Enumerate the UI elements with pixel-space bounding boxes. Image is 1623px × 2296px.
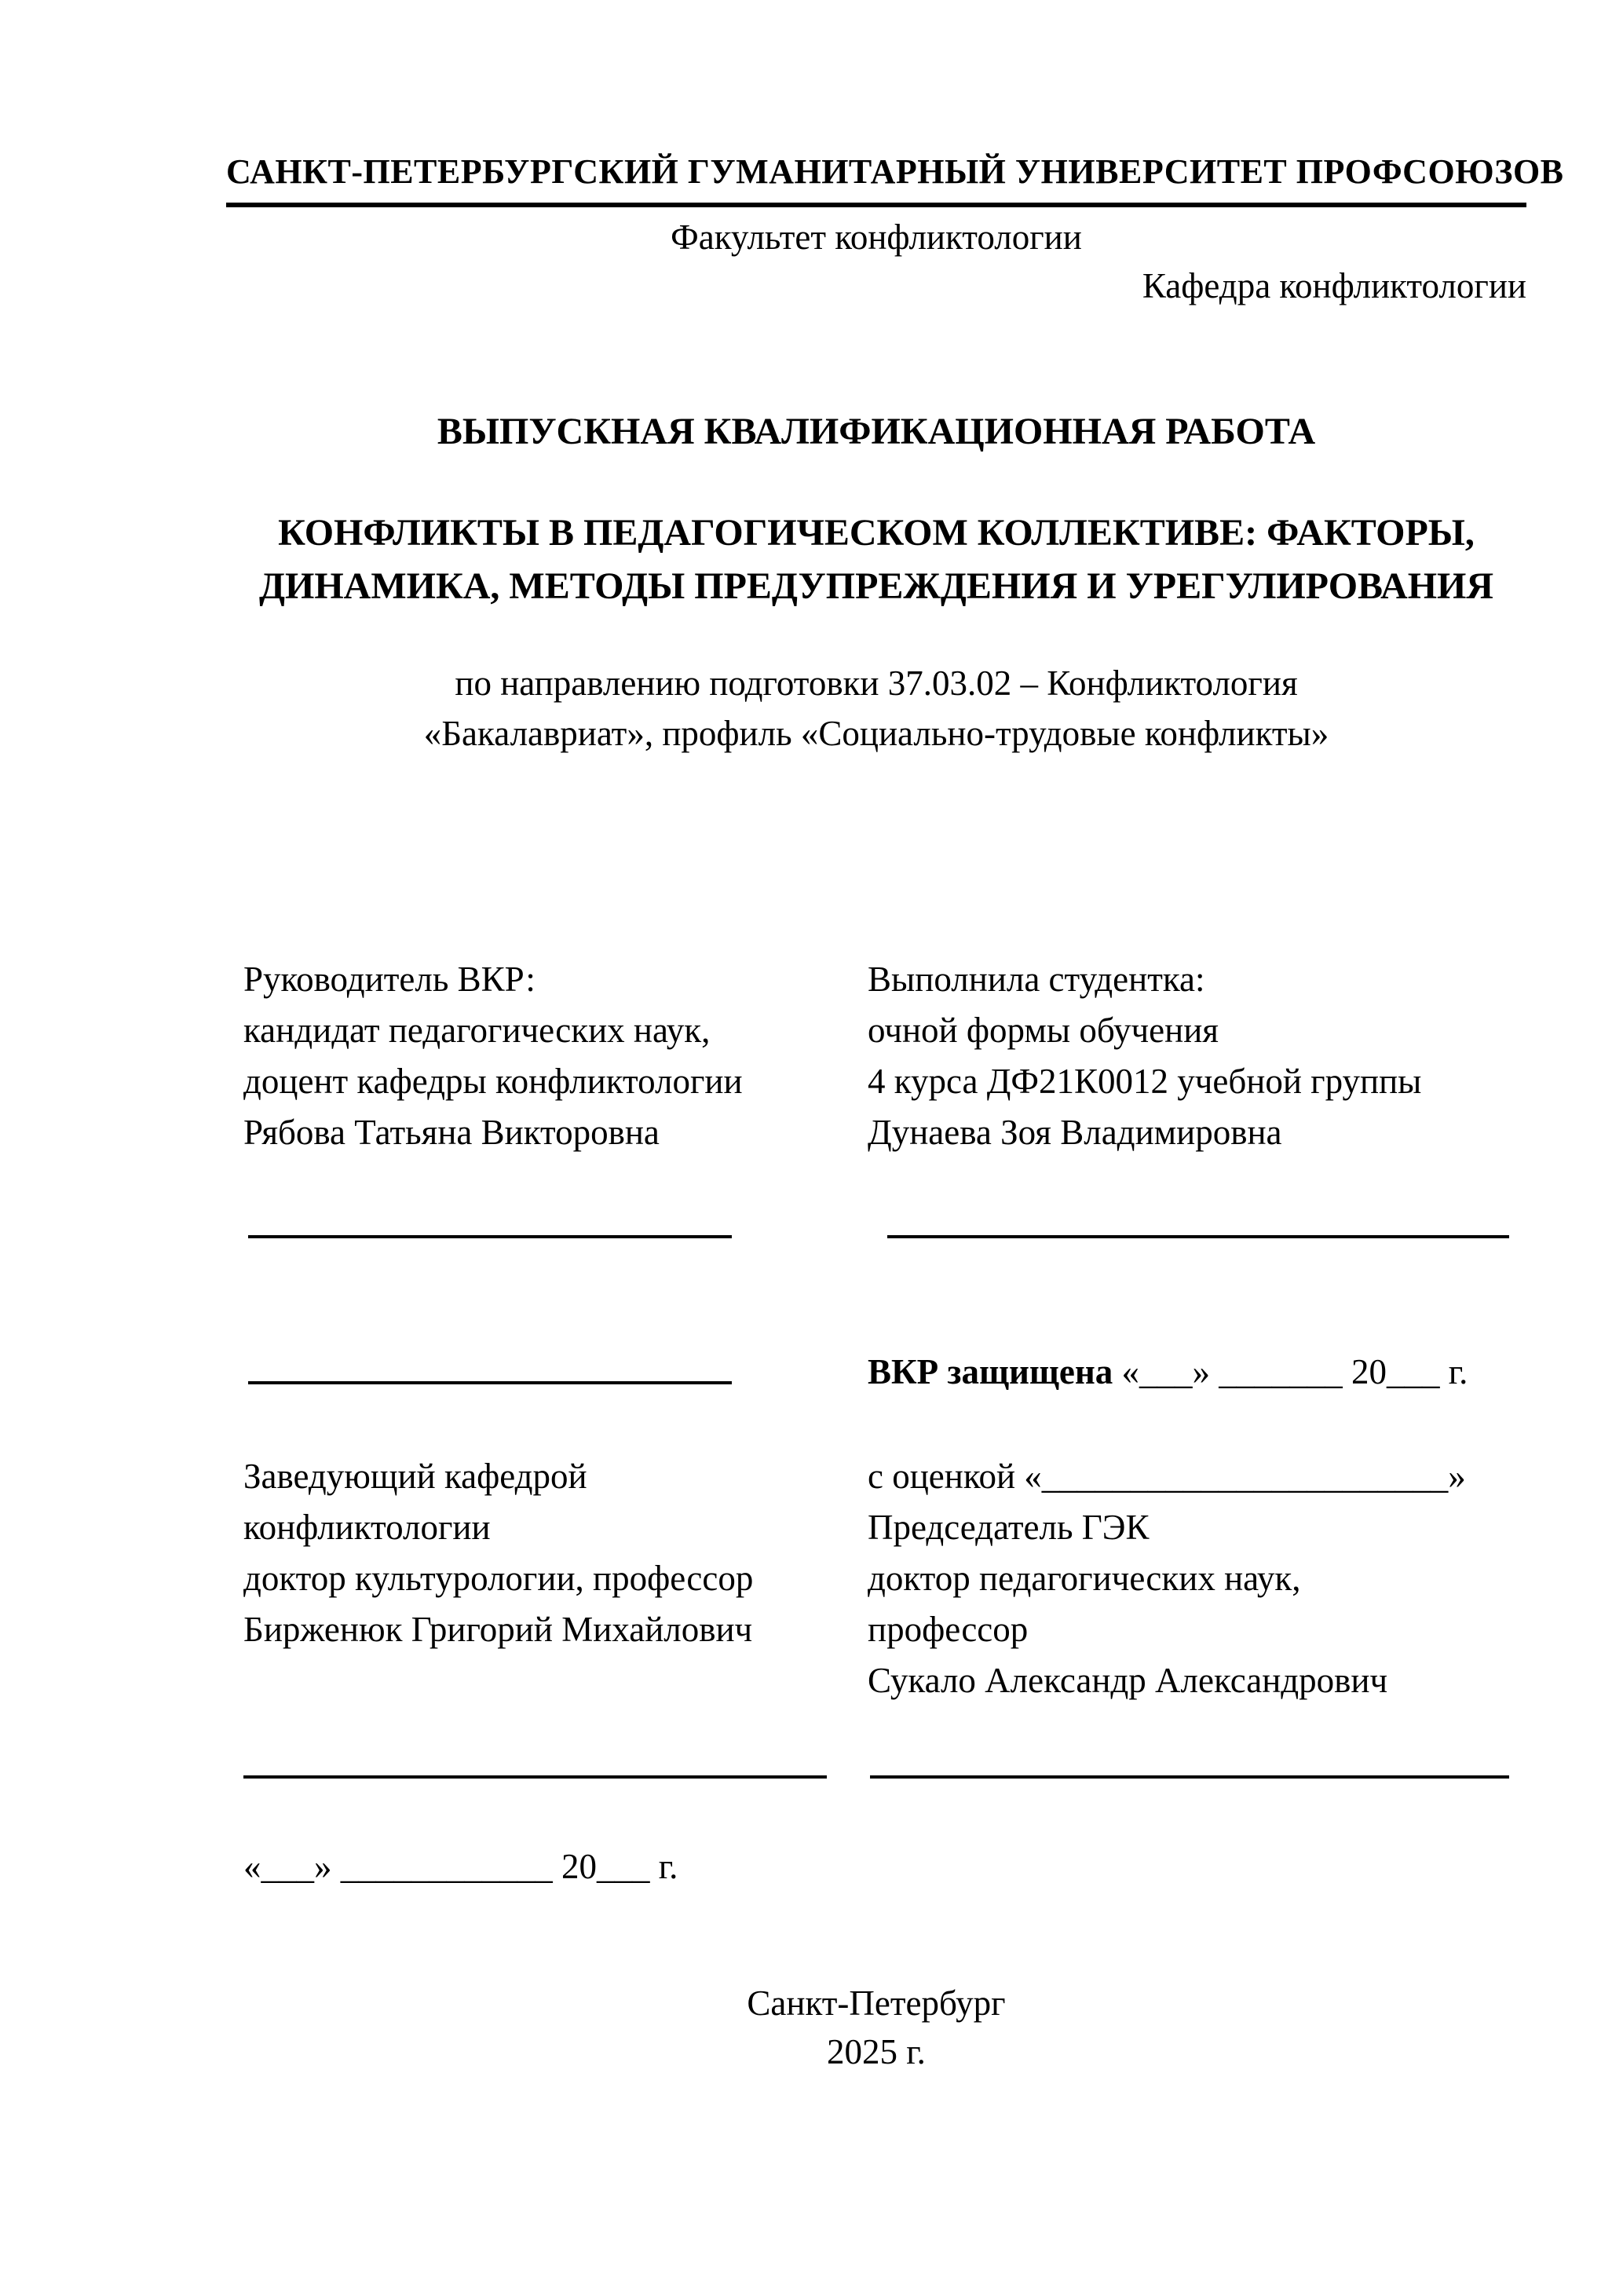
- signature-line-supervisor: [248, 1235, 732, 1238]
- chair-role-line-1: Заведующий кафедрой: [243, 1457, 587, 1496]
- program-info: [232, 658, 1520, 759]
- chair-block: [243, 1451, 868, 1706]
- supervisor-role-line: Руководитель ВКР:: [243, 960, 536, 999]
- signature-line-student: [887, 1235, 1509, 1238]
- work-type-heading: ВЫПУСКНАЯ КВАЛИФИКАЦИОННАЯ РАБОТА: [437, 411, 1316, 452]
- thesis-title-line-2: ДИНАМИКА, МЕТОДЫ ПРЕДУПРЕЖДЕНИЯ И УРЕГУЛИРОВАНИЯ: [258, 565, 1494, 607]
- thesis-title: [232, 506, 1520, 613]
- faculty-line: Факультет конфликтологии: [671, 218, 1082, 257]
- grade-blank-line: с оценкой «_______________________»: [868, 1457, 1466, 1496]
- year-line: 2025 г.: [827, 2032, 926, 2071]
- defense-date-line: [868, 1347, 1468, 1398]
- department-line: Кафедра конфликтологии: [1142, 266, 1526, 305]
- student-study-form-line: очной формы обучения: [868, 1011, 1219, 1050]
- signature-line-committee-chair: [870, 1775, 1509, 1779]
- university-name: САНКТ-ПЕТЕРБУРГСКИЙ ГУМАНИТАРНЫЙ УНИВЕРСИТЕТ ПРОФСОЮЗОВ: [226, 149, 1526, 207]
- chair-committee-block: [243, 1451, 1531, 1706]
- defense-date-blank: «___» _______ 20___ г.: [1113, 1352, 1468, 1391]
- city-line: Санкт-Петербург: [747, 1983, 1006, 2023]
- committee-chair-name-line: Сукало Александр Александрович: [868, 1661, 1388, 1700]
- chair-name-line: Бирженюк Григорий Михайлович: [243, 1610, 753, 1649]
- committee-chair-degree-line: доктор педагогических наук,: [868, 1559, 1301, 1598]
- committee-chair-title-line: профессор: [868, 1610, 1029, 1649]
- program-direction-line: по направлению подготовки 37.03.02 – Конфликтология: [455, 664, 1298, 703]
- student-role-line: Выполнила студентка:: [868, 960, 1205, 999]
- supervisor-name-line: Рябова Татьяна Викторовна: [243, 1113, 660, 1152]
- thesis-title-line-1: КОНФЛИКТЫ В ПЕДАГОГИЧЕСКОМ КОЛЛЕКТИВЕ: ФАКТОРЫ,: [278, 512, 1475, 554]
- supervisor-student-block: [243, 954, 1531, 1158]
- signature-line-chair: [243, 1775, 827, 1779]
- student-block: [868, 954, 1531, 1158]
- program-profile-line: «Бакалавриат», профиль «Социально-трудовые конфликты»: [423, 714, 1329, 753]
- student-group-line: 4 курса ДФ21К0012 учебной группы: [868, 1062, 1422, 1101]
- page-header: [226, 149, 1564, 308]
- date-blank-line: «___» ____________ 20___ г.: [243, 1847, 678, 1886]
- chair-role-line-2: конфликтологии: [243, 1508, 491, 1547]
- chair-degree-line: доктор культурологии, профессор: [243, 1559, 754, 1598]
- defense-label: ВКР защищена: [868, 1352, 1113, 1391]
- signature-line-left-middle: [248, 1381, 732, 1384]
- supervisor-degree-line: кандидат педагогических наук,: [243, 1011, 711, 1050]
- page-footer: [232, 1979, 1520, 2076]
- supervisor-block: [243, 954, 868, 1158]
- student-name-line: Дунаева Зоя Владимировна: [868, 1113, 1282, 1152]
- committee-chair-role-line: Председатель ГЭК: [868, 1508, 1150, 1547]
- supervisor-position-line: доцент кафедры конфликтологии: [243, 1062, 743, 1101]
- committee-block: [868, 1451, 1531, 1706]
